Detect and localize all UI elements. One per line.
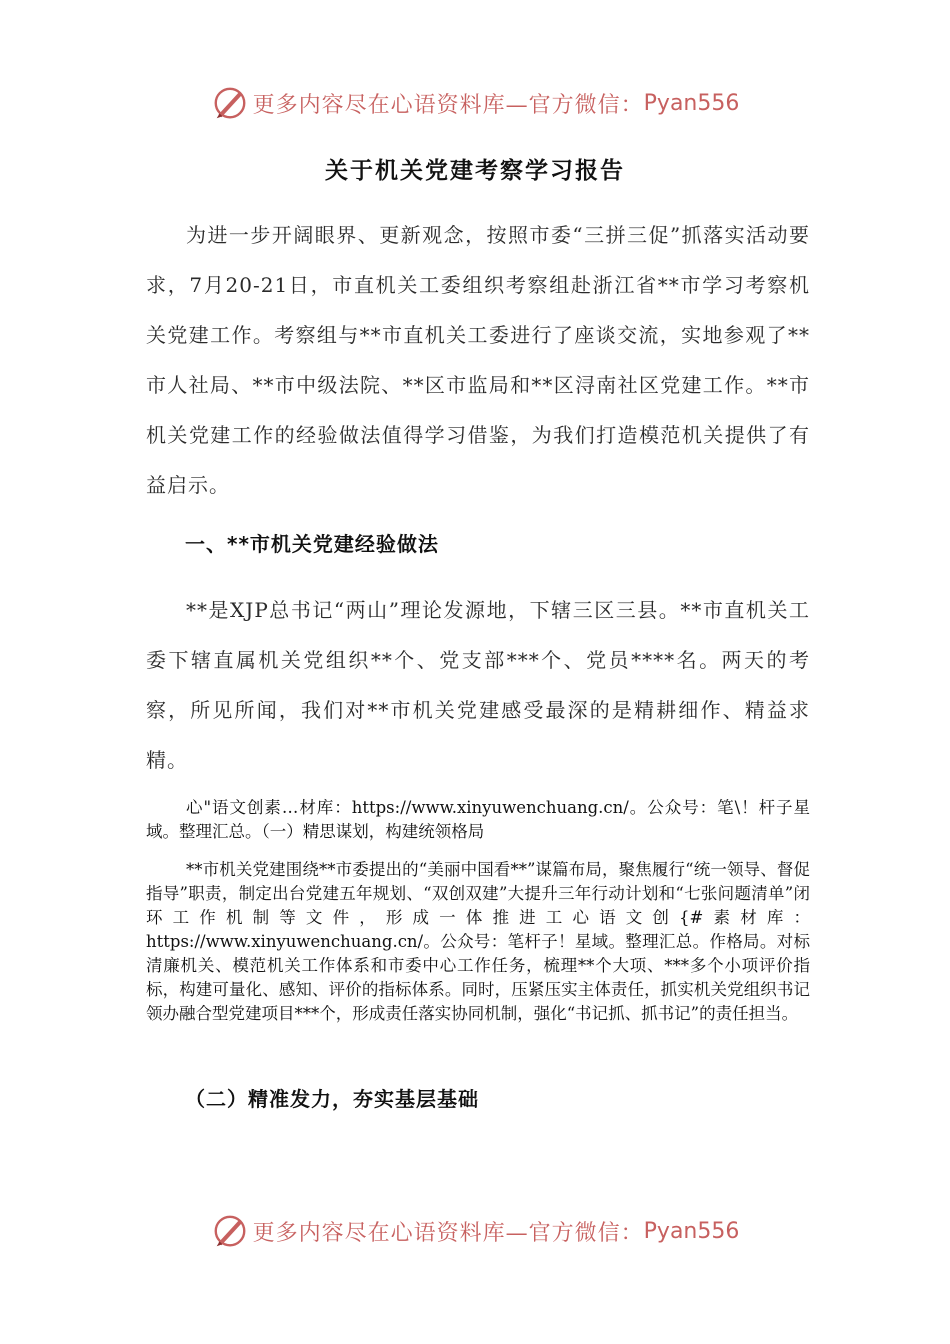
section-heading-2: （二）精准发力，夯实基层基础 — [185, 1087, 479, 1111]
banner-text: 更多内容尽在心语资料库—官方微信： — [252, 92, 644, 118]
pen-logo-icon — [211, 84, 249, 122]
body-small-paragraph: **市机关党建围绕**市委提出的“美丽中国看**”谋篇布局，聚焦履行“统一领导、督促指导”职责，制定出台党建五年规划、“双创双建”大提升三年行动计划和“七张问题清单”闭环工作机制等文件，形成一体推进工心语文创{#素材库：https://www.xinyuwenchuang.cn/。公众号：笔杆子！星域。整理汇总。作格局。对标清廉机关、模范机关工作体系和市委中心工作任务，梳理**个大项、***多个小项评价指标，构建可量化、感知、评价的指标体系。同时，压紧压实主体责任，抓实机关党组织书记领办融合型党建项目***个，形成责任落实协同机制，强化“书记抓、抓书记”的责任担当。 — [146, 860, 810, 1023]
section1-paragraph: **是XJP总书记“两山”理论发源地，下辖三区三县。**市直机关工委下辖直属机关党组织**个、党支部***个、党员****名。两天的考察，所见所闻，我们对**市机关党建感受最深的是精耕细作、精益求精。 — [146, 598, 810, 772]
pen-logo-icon — [211, 1212, 249, 1250]
section-heading-1: 一、**市机关党建经验做法 — [185, 532, 439, 556]
watermark-text-paragraph: 心"语文创素…材库：https://www.xinyuwenchuang.cn/。公众号：笔\！杆子星域。整理汇总。（一）精思谋划，构建统领格局 — [146, 798, 810, 841]
footer-watermark-banner — [0, 1210, 950, 1252]
intro-paragraph: 为进一步开阔眼界、更新观念，按照市委“三拼三促”抓落实活动要求，7月20-21日，市直机关工委组织考察组赴浙江省**市学习考察机关党建工作。考察组与**市直机关工委进行了座谈交流，实地参观了**市人社局、**市中级法院、**区市监局和**区浔南社区党建工作。**市机关党建工作的经验做法值得学习借鉴，为我们打造模范机关提供了有益启示。 — [146, 223, 810, 497]
document-title: 关于机关党建考察学习报告 — [325, 158, 625, 184]
header-watermark-banner — [0, 82, 950, 124]
banner-wechat-id: Pyan556 — [643, 90, 740, 116]
banner-text: 更多内容尽在心语资料库—官方微信： — [252, 1220, 644, 1246]
banner-wechat-id: Pyan556 — [643, 1218, 740, 1244]
